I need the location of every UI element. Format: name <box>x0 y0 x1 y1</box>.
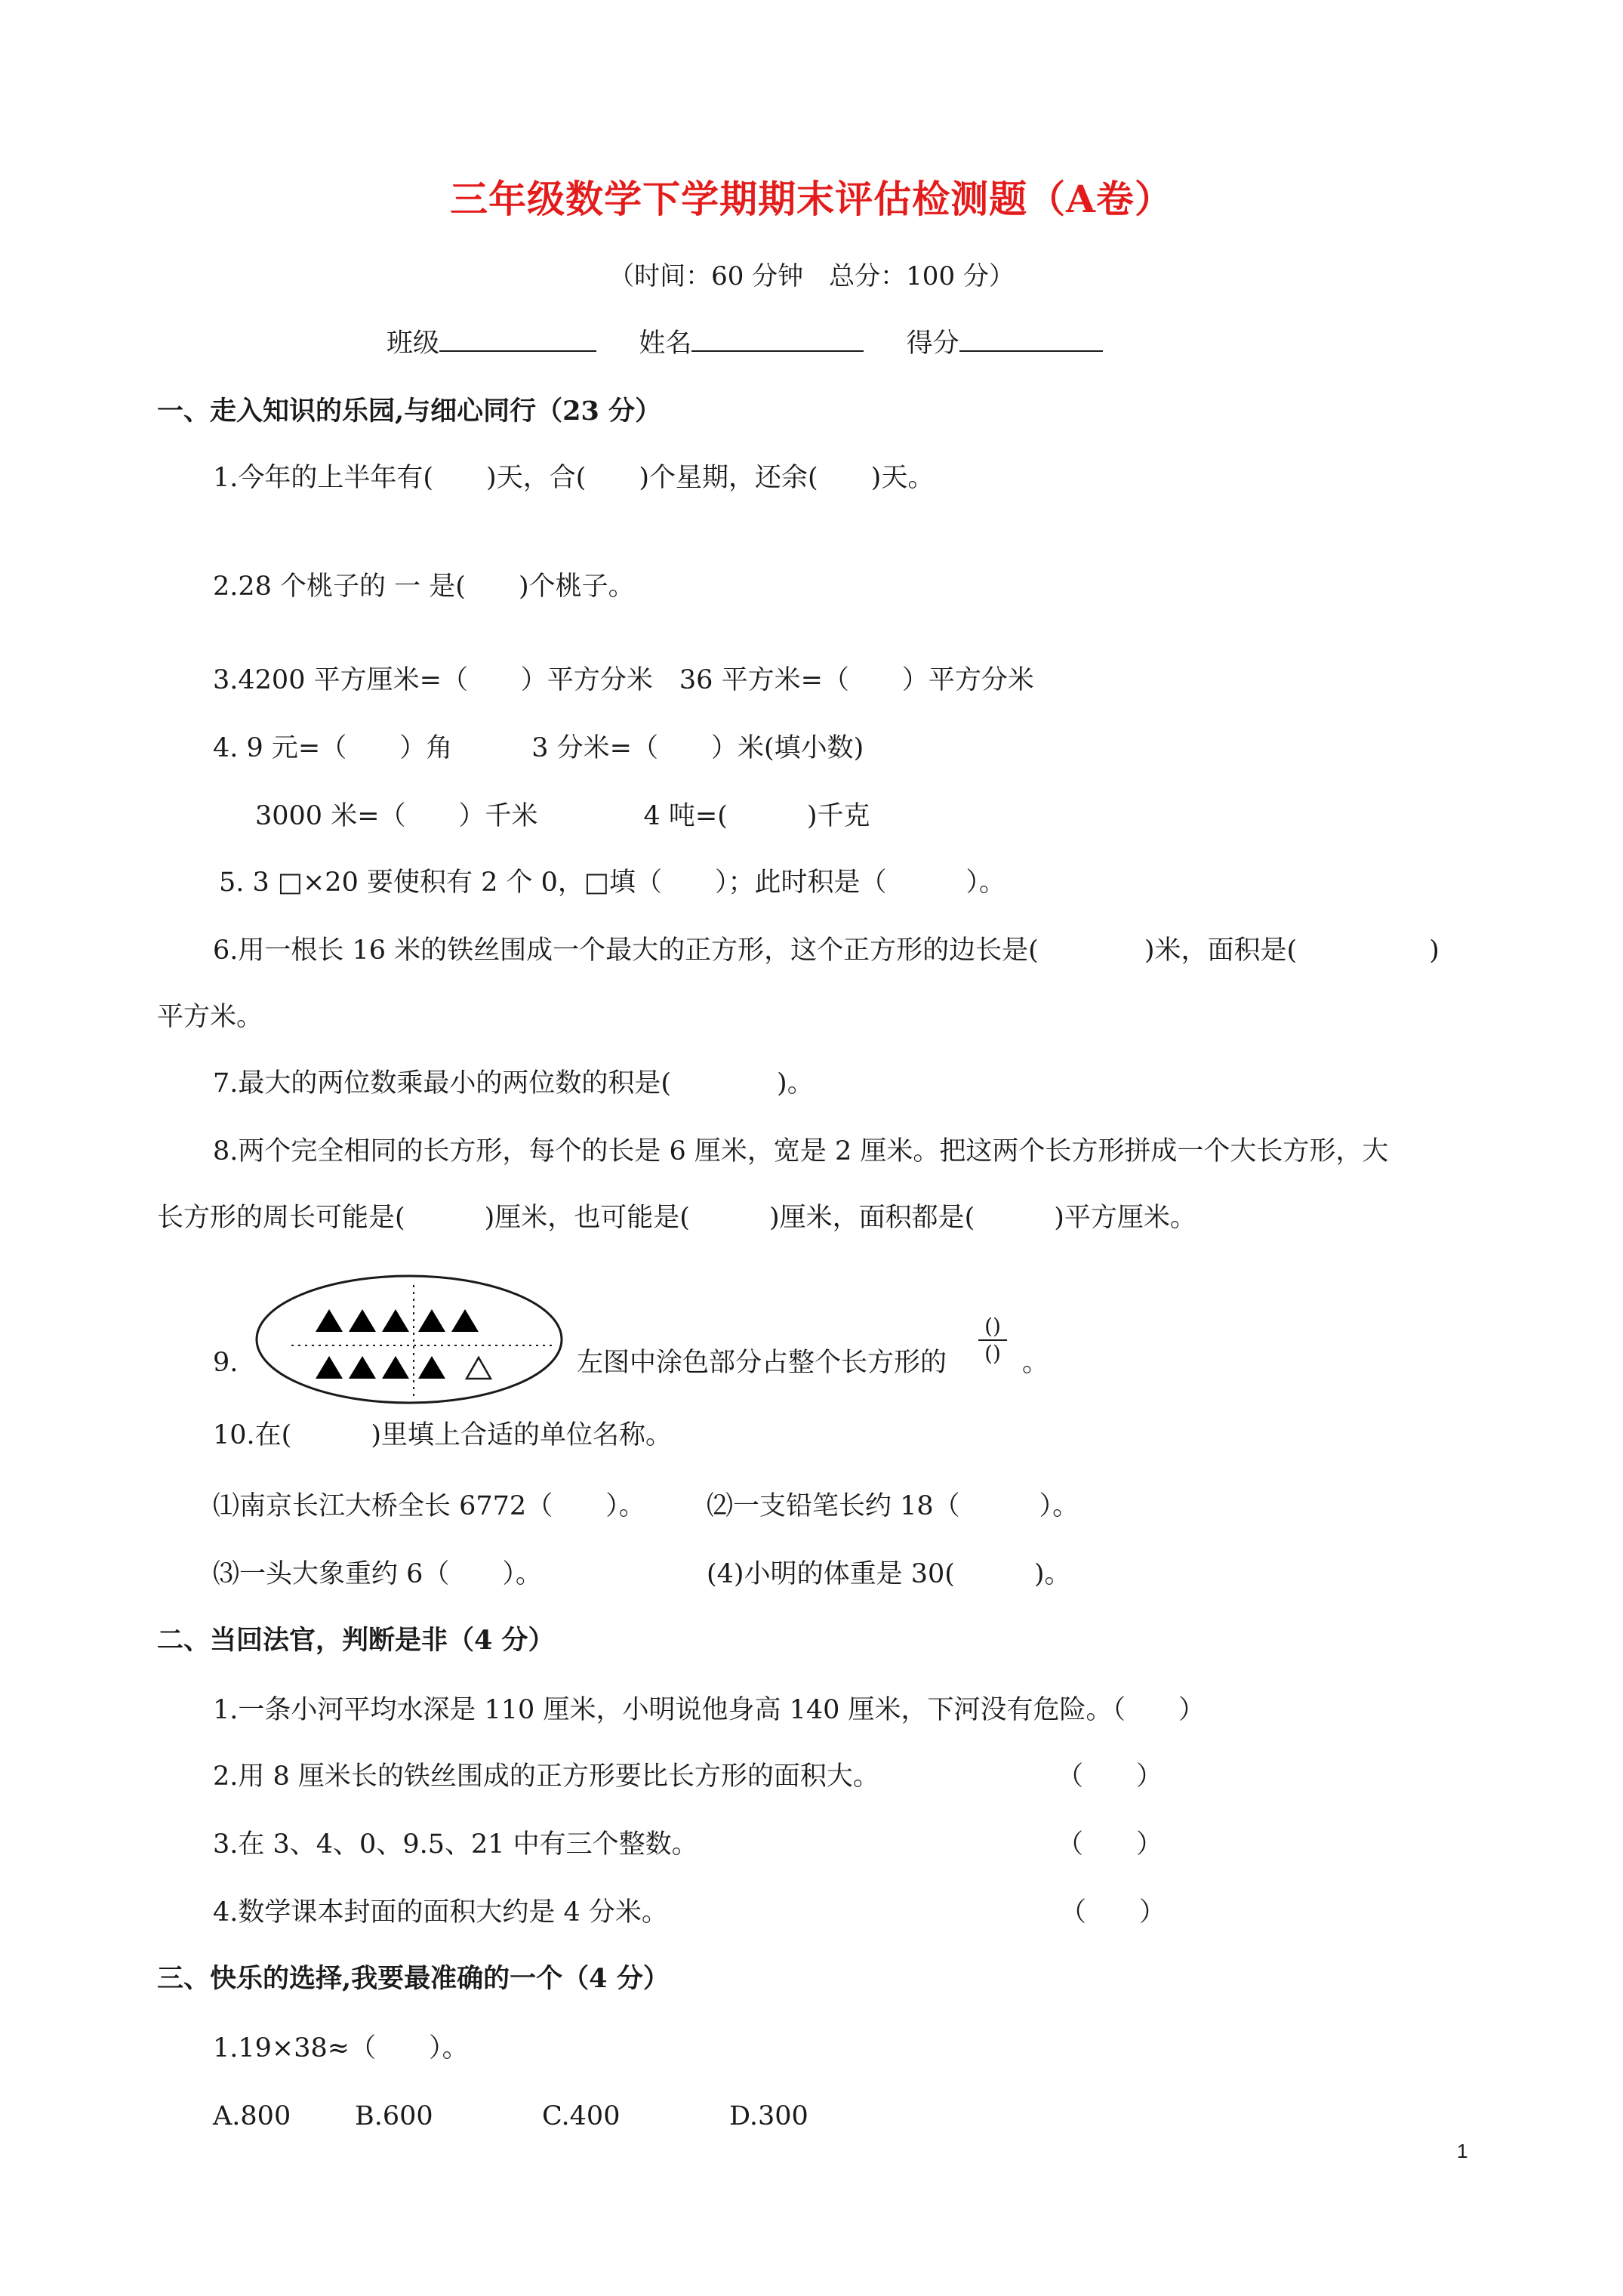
shaded-triangle <box>418 1309 445 1332</box>
triangle-ellipse-figure <box>254 1271 571 1407</box>
s2-question-2: 2.用 8 厘米长的铁丝围成的正方形要比长方形的面积大。 <box>213 1761 879 1792</box>
fraction-denominator: () <box>984 1341 1001 1366</box>
unshaded-triangle <box>467 1358 491 1379</box>
s3-option-c[interactable]: C.400 <box>542 2101 621 2131</box>
s1-question-9-number: 9. <box>213 1348 239 1378</box>
s1-question-10: 10.在( )里填上合适的单位名称。 <box>213 1420 672 1450</box>
s1-question-7: 7.最大的两位数乘最小的两位数的积是( )。 <box>213 1068 814 1099</box>
page-number: 1 <box>1457 2140 1468 2162</box>
s3-option-d[interactable]: D.300 <box>729 2101 808 2131</box>
s1-question-4a: 4. 9 元=（ ）角 3 分米=（ ）米(填小数) <box>213 733 864 763</box>
s3-question-1: 1.19×38≈（ ）。 <box>213 2033 469 2063</box>
s1-question-3: 3.4200 平方厘米=（ ）平方分米 36 平方米=（ ）平方分米 <box>213 665 1034 695</box>
exam-time-score: （时间：60 分钟 总分：100 分） <box>608 261 1015 291</box>
fraction-blank[interactable] <box>978 1314 1007 1367</box>
s3-option-b[interactable]: B.600 <box>355 2101 433 2131</box>
class-blank[interactable] <box>439 325 596 352</box>
class-label: 班级 <box>387 328 440 359</box>
s1-question-5: 5. 3 □×20 要使积有 2 个 0，□填（ ）；此时积是（ ）。 <box>219 868 1006 898</box>
s1-question-8b: 长方形的周长可能是( )厘米，也可能是( )厘米，面积都是( )平方厘米。 <box>157 1203 1196 1233</box>
s2-answer-paren-2[interactable]: （ ） <box>1057 1761 1163 1792</box>
shaded-triangle <box>382 1356 409 1379</box>
page-title: 三年级数学下学期期末评估检测题（A卷） <box>450 177 1173 221</box>
score-blank[interactable] <box>959 325 1103 352</box>
section-1-heading: 一、走入知识的乐园,与细心同行（23 分） <box>157 396 662 427</box>
s2-question-3: 3.在 3、4、0、9.5、21 中有三个整数。 <box>213 1829 698 1860</box>
ellipse-outline <box>257 1276 562 1403</box>
score-label: 得分 <box>906 328 959 359</box>
s2-answer-paren-4[interactable]: （ ） <box>1060 1897 1166 1928</box>
section-2-heading: 二、当回法官，判断是非（4 分） <box>157 1625 555 1656</box>
s1-question-10-3: ⑶一头大象重约 6（ ）。 <box>213 1559 542 1589</box>
s1-question-8a: 8.两个完全相同的长方形，每个的长是 6 厘米，宽是 2 厘米。把这两个长方形拼成一个大长方形，大 <box>213 1136 1389 1166</box>
s3-option-a[interactable]: A.800 <box>213 2101 291 2131</box>
shaded-triangle <box>418 1356 445 1379</box>
shaded-triangle <box>349 1356 376 1379</box>
shaded-triangle <box>316 1356 343 1379</box>
s1-question-1: 1.今年的上半年有( )天，合( )个星期，还余( )天。 <box>213 463 935 493</box>
s1-question-2: 2.28 个桃子的 一 是( )个桃子。 <box>213 572 635 602</box>
s1-question-10-2: ⑵一支铅笔长约 18（ ）。 <box>707 1491 1079 1521</box>
s1-question-9-end: 。 <box>1022 1348 1049 1378</box>
s1-question-10-4: (4)小明的体重是 30( )。 <box>707 1559 1071 1589</box>
s1-question-10-1: ⑴南京长江大桥全长 6772（ ）。 <box>213 1491 645 1521</box>
s2-answer-paren-3[interactable]: （ ） <box>1057 1829 1163 1860</box>
shaded-triangle <box>349 1309 376 1332</box>
name-blank[interactable] <box>691 325 864 352</box>
section-3-heading: 三、快乐的选择,我要最准确的一个（4 分） <box>157 1963 670 1994</box>
s2-question-1: 1.一条小河平均水深是 110 厘米，小明说他身高 140 厘米，下河没有危险。（ ） <box>213 1695 1206 1725</box>
shaded-triangle <box>382 1309 409 1332</box>
s2-question-4: 4.数学课本封面的面积大约是 4 分米。 <box>213 1897 668 1928</box>
name-label: 姓名 <box>639 328 692 359</box>
shaded-triangle <box>316 1309 343 1332</box>
s1-question-9-text: 左图中涂色部分占整个长方形的 <box>577 1348 947 1378</box>
s1-question-6b: 平方米。 <box>157 1002 263 1032</box>
s1-question-4b: 3000 米=（ ）千米 4 吨=( )千克 <box>255 801 870 831</box>
shaded-triangle <box>451 1309 479 1332</box>
s1-question-6a: 6.用一根长 16 米的铁丝围成一个最大的正方形，这个正方形的边长是( )米，面积是( ) <box>213 935 1440 966</box>
info-fields <box>387 325 1103 362</box>
fraction-numerator: () <box>984 1314 1001 1339</box>
